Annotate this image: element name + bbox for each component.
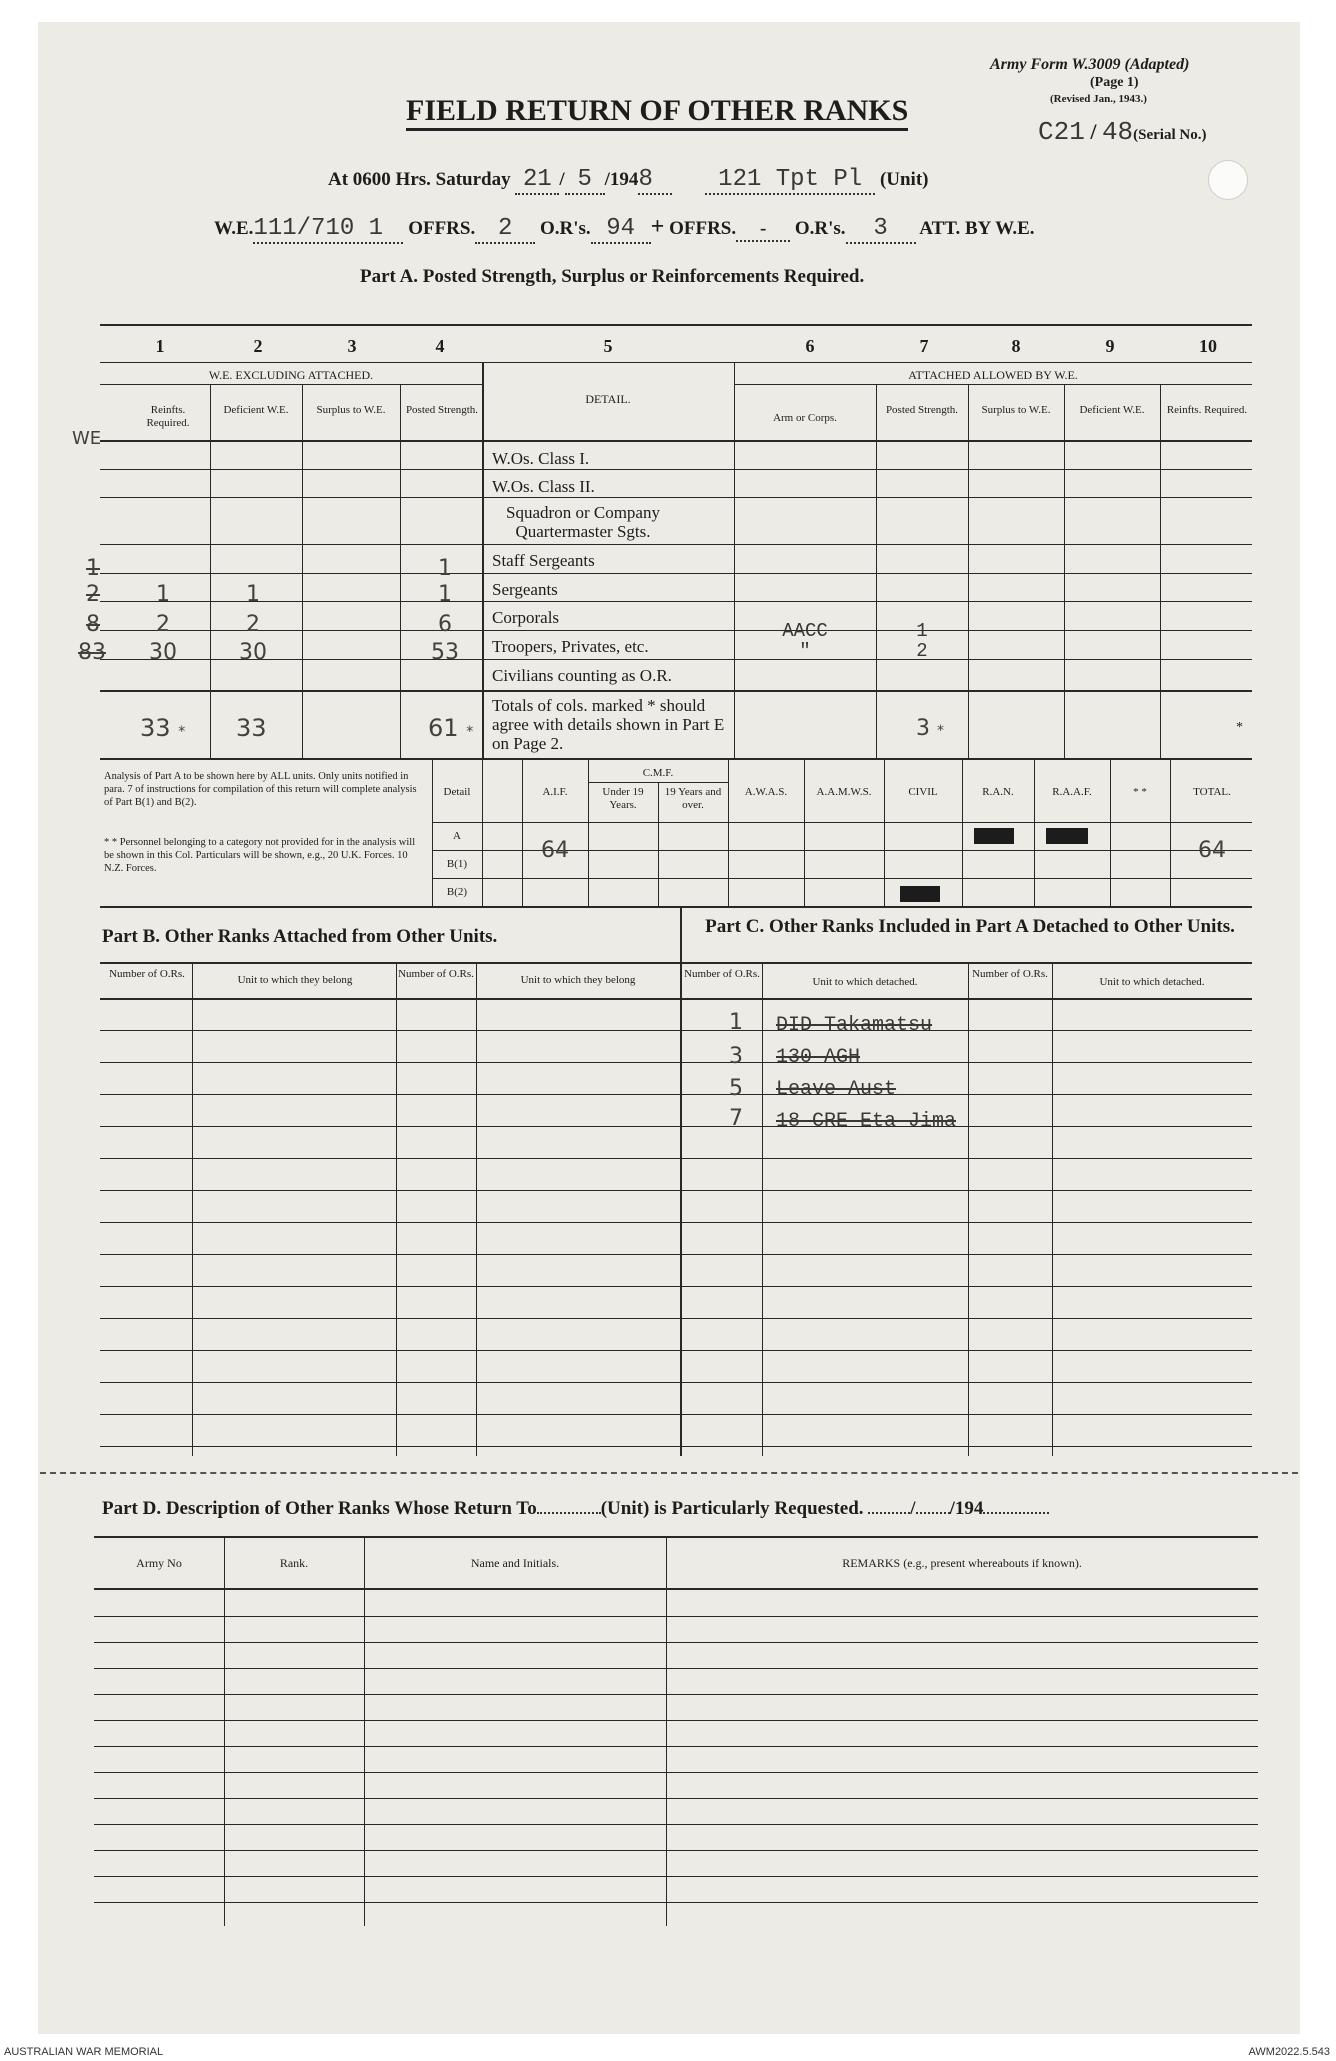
footer-credit: AUSTRALIAN WAR MEMORIAL: [4, 2046, 164, 2058]
we-line: W.E.111/710 1 OFFRS. 2 O.R's. 94 + OFFRS. - O.R's. 3 ATT. BY W.E.: [214, 214, 1035, 242]
part-b-header: Unit to which they belong: [520, 974, 636, 986]
arm-corps-value: ": [799, 640, 811, 662]
col-number: 5: [603, 336, 613, 356]
col-number: 4: [435, 336, 445, 356]
total-posted: 61 *: [428, 714, 474, 742]
page-label: (Page 1): [1090, 75, 1139, 90]
analysis-header: * *: [1133, 786, 1147, 798]
part-b-header: Unit to which they belong: [237, 974, 353, 986]
attached-allowed-label: ATTACHED ALLOWED BY W.E.: [908, 368, 1078, 382]
part-c-number: 1: [729, 1010, 743, 1035]
col-header: Posted Strength.: [885, 404, 959, 416]
col-number: 8: [1011, 336, 1021, 356]
part-c-unit: DID Takamatsu: [776, 1014, 933, 1037]
part-c-number: 5: [729, 1076, 743, 1101]
col-number: 7: [919, 336, 929, 356]
attached-posted-value: 1: [916, 620, 928, 642]
detail-label: DETAIL.: [585, 392, 631, 406]
analysis-header: Under 19 Years.: [602, 786, 644, 811]
deficient-value: 30: [239, 640, 267, 665]
detail-row-label: Staff Sergeants: [492, 551, 595, 570]
analysis-row-label: B(2): [446, 886, 468, 898]
col-number: 9: [1105, 336, 1115, 356]
serial-number: C21 / 48(Serial No.): [1038, 117, 1207, 147]
cut-line: [40, 1472, 1298, 1474]
form-title: FIELD RETURN OF OTHER RANKS: [406, 94, 908, 131]
col-header: Arm or Corps.: [773, 412, 837, 424]
part-c-header: Unit to which detached.: [812, 976, 918, 988]
analysis-header: R.A.A.F.: [1052, 786, 1092, 798]
detail-row-label: Civilians counting as O.R.: [492, 666, 672, 685]
we-value: 1: [86, 556, 100, 581]
col-header: Deficient W.E.: [223, 404, 289, 416]
part-d-header: Rank.: [279, 1556, 309, 1570]
army-form-label: Army Form W.3009 (Adapted): [990, 56, 1190, 73]
part-b-header: Number of O.Rs.: [398, 968, 474, 980]
col-header: Reinfts. Required.: [146, 404, 190, 429]
posted-value: 6: [438, 612, 452, 637]
attached-posted-value: 2: [916, 640, 928, 662]
posted-value: 1: [438, 582, 452, 607]
part-c-number: 3: [729, 1044, 743, 1069]
we-value: 83: [78, 640, 106, 665]
we-value: 2: [86, 582, 100, 607]
part-c-unit: 130 AGH: [776, 1046, 861, 1069]
analysis-note-other: * * Personnel belonging to a category not provided for in the analysis will be shown in this Col. Particulars will be shown, e.g., 20 U.K. Forces. 10 N.Z. Forces.: [104, 837, 416, 874]
redaction-mark: [900, 886, 940, 902]
part-b-header: Number of O.Rs.: [109, 968, 185, 980]
totals-label: Totals of cols. marked * should agree with details shown in Part E on Page 2.: [492, 696, 725, 753]
analysis-row-label: B(1): [446, 858, 468, 870]
col-number: 10: [1199, 336, 1217, 356]
deficient-value: 2: [246, 612, 260, 637]
posted-value: 53: [431, 640, 459, 665]
part-d-header: Name and Initials.: [470, 1556, 560, 1570]
redaction-mark: [1046, 828, 1088, 844]
part-c-number: 7: [729, 1106, 743, 1131]
part-c-title: Part C. Other Ranks Included in Part A Detached to Other Units.: [705, 916, 1235, 937]
part-d-header: Army No: [136, 1556, 182, 1570]
we-excluding-label: W.E. EXCLUDING ATTACHED.: [208, 368, 374, 382]
punch-hole: [1208, 160, 1248, 200]
part-c-unit: Leave Aust: [776, 1078, 897, 1101]
arm-corps-value: AACC: [782, 620, 828, 642]
total-deficient: 33: [236, 714, 267, 742]
analysis-header: TOTAL.: [1193, 786, 1231, 798]
aif-value: 64: [541, 838, 569, 863]
part-d-title: Part D. Description of Other Ranks Whose Return To (Unit) is Particularly Requested. / /194: [102, 1498, 1049, 1520]
analysis-header: A.A.M.W.S.: [816, 786, 872, 798]
analysis-header: Detail: [443, 786, 471, 798]
analysis-header: A.W.A.S.: [744, 786, 788, 798]
analysis-header: R.A.N.: [982, 786, 1014, 798]
posted-value: 1: [438, 556, 452, 581]
total-value: 64: [1198, 838, 1226, 863]
analysis-header: A.I.F.: [542, 786, 568, 798]
col-header: Surplus to W.E.: [316, 404, 386, 416]
we-margin-note: WE: [72, 428, 102, 449]
col-number: 1: [155, 336, 165, 356]
detail-row-label: W.Os. Class I.: [492, 449, 590, 468]
part-d-header: REMARKS (e.g., present whereabouts if known).: [842, 1556, 1082, 1570]
deficient-value: 1: [246, 582, 260, 607]
detail-row-label: Corporals: [492, 608, 560, 627]
part-c-unit: 18 CRE Eta Jima: [776, 1110, 957, 1133]
analysis-header: C.M.F.: [642, 767, 674, 779]
detail-row-label: Sergeants: [492, 580, 558, 599]
part-c-header: Number of O.Rs.: [684, 968, 760, 980]
col-header: Posted Strength.: [405, 404, 479, 416]
col-header: Surplus to W.E.: [981, 404, 1051, 416]
detail-row-label: Squadron or Company Quartermaster Sgts.: [506, 503, 660, 541]
col-number: 3: [347, 336, 357, 356]
analysis-note: Analysis of Part A to be shown here by ALL units. Only units notified in para. 7 of instructions for compilation of this return will complete analysis of Part B(1) and B(2).: [104, 771, 417, 808]
reinfts-value: 1: [156, 582, 170, 607]
redaction-mark: [974, 828, 1014, 844]
detail-row-label: Troopers, Privates, etc.: [492, 637, 649, 656]
col-number: 2: [253, 336, 263, 356]
part-c-header: Number of O.Rs.: [972, 968, 1048, 980]
footer-accession: AWM2022.5.543: [1248, 2046, 1330, 2058]
total-attached-posted: 3 *: [916, 716, 944, 741]
total-reinfts-right: *: [1236, 720, 1243, 735]
we-value: 8: [86, 612, 100, 637]
total-reinfts: 33 *: [140, 714, 186, 742]
analysis-header: 19 Years and over.: [664, 786, 722, 811]
col-header: Reinfts. Required.: [1166, 404, 1248, 416]
reinfts-value: 30: [149, 640, 177, 665]
revised-label: (Revised Jan., 1943.): [1050, 93, 1147, 105]
part-a-title: Part A. Posted Strength, Surplus or Reinforcements Required.: [360, 266, 865, 287]
col-number: 6: [805, 336, 815, 356]
analysis-row-label: A: [453, 830, 461, 842]
analysis-header: CIVIL: [908, 786, 938, 798]
col-header: Deficient W.E.: [1079, 404, 1145, 416]
part-b-title: Part B. Other Ranks Attached from Other Units.: [102, 926, 498, 947]
detail-row-label: W.Os. Class II.: [492, 477, 595, 496]
date-line: At 0600 Hrs. Saturday 21 / 5 /1948 121 Tpt Pl (Unit): [328, 166, 929, 193]
reinfts-value: 2: [156, 612, 170, 637]
part-c-header: Unit to which detached.: [1099, 976, 1205, 988]
